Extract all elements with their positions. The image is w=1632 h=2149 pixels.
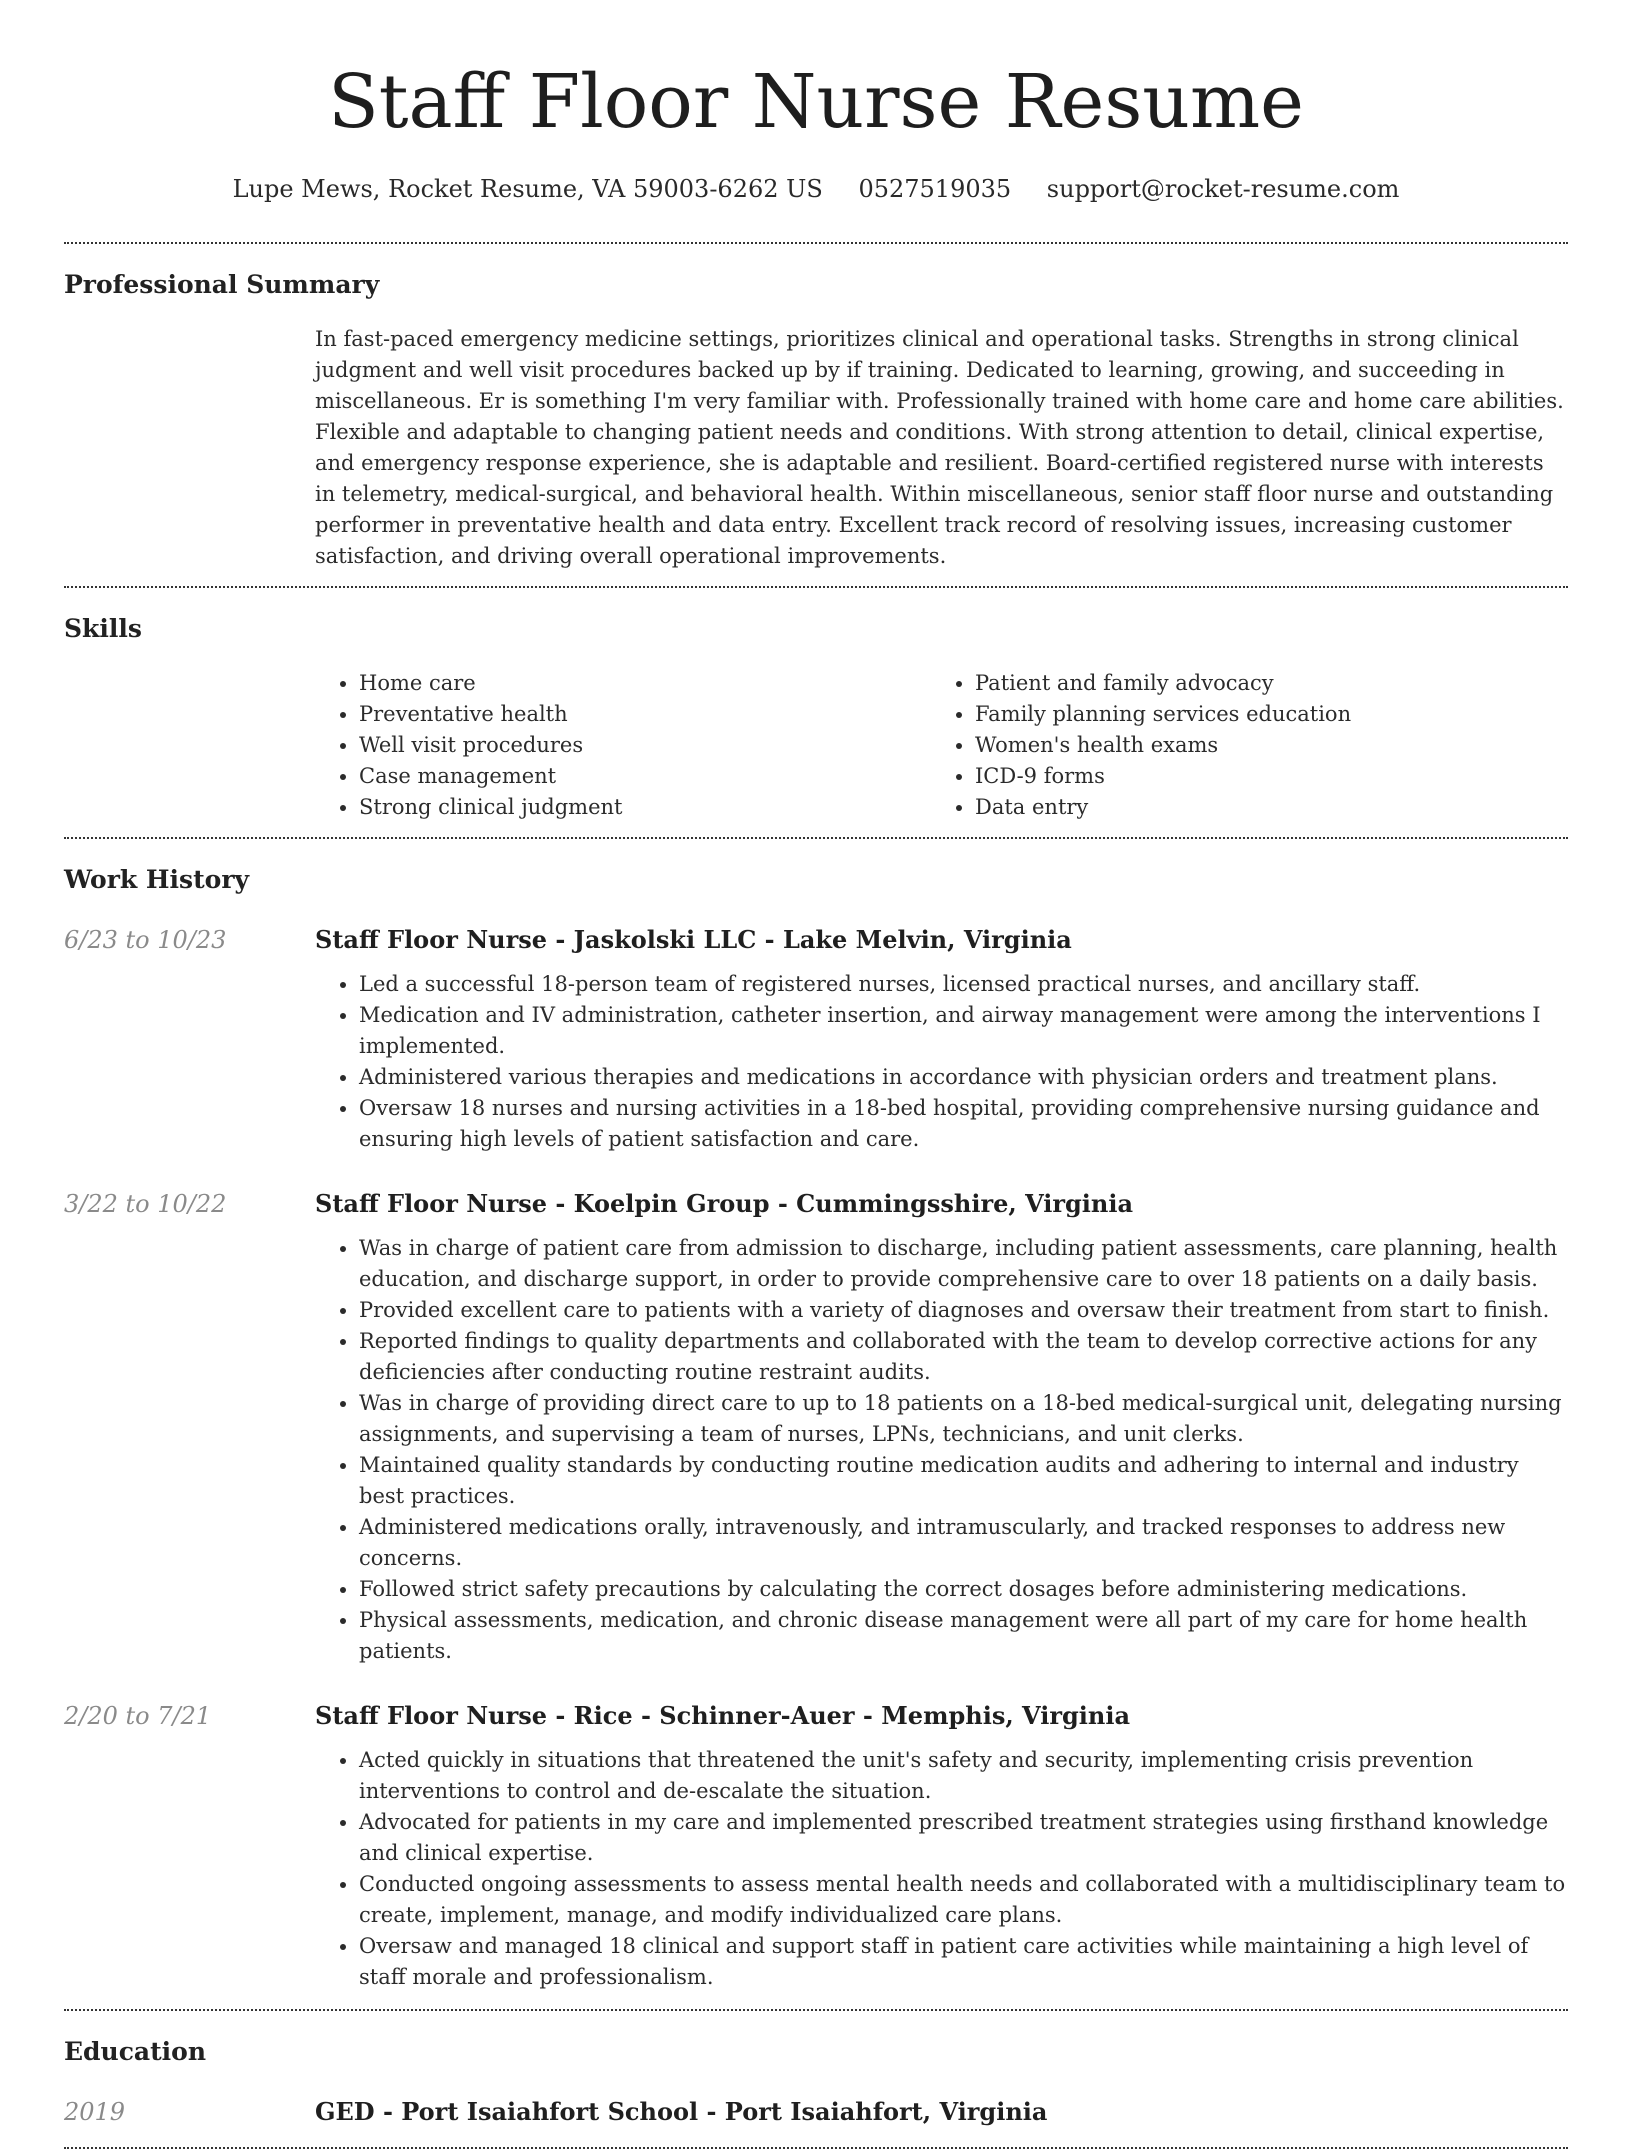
- job-dates: 6/23 to 10/23: [64, 926, 227, 954]
- work-history-heading: Work History: [64, 865, 250, 894]
- job-bullet: • Provided excellent care to patients with a variety of diagnoses and oversaw their treatment from start to finish.: [359, 1295, 1568, 1326]
- contact-line: [64, 172, 1568, 206]
- job-details: [315, 1187, 1568, 1667]
- education-list: [64, 2069, 1568, 2147]
- contact-address: Lupe Mews, Rocket Resume, VA 59003-6262 US: [232, 175, 823, 203]
- job-entry: [64, 1699, 1568, 1993]
- job-bullet: • Administered medications orally, intravenously, and intramuscularly, and tracked responses to address new concerns.: [359, 1512, 1568, 1574]
- job-title: Staff Floor Nurse - Jaskolski LLC - Lake Melvin, Virginia: [315, 925, 1072, 954]
- job-bullets: [315, 1745, 1568, 1993]
- job-bullet: • Reported findings to quality departments and collaborated with the team to develop corrective actions for any deficiencies after conducting routine restraint audits.: [359, 1326, 1568, 1388]
- job-bullet: • Conducted ongoing assessments to assess mental health needs and collaborated with a multidisciplinary team to create, implement, manage, and modify individualized care plans.: [359, 1869, 1568, 1931]
- job-bullet: • Followed strict safety precautions by calculating the correct dosages before administering medications.: [359, 1574, 1568, 1605]
- skill-item: • Case management: [359, 761, 931, 792]
- skill-item: • Well visit procedures: [359, 730, 931, 761]
- job-title: Staff Floor Nurse - Koelpin Group - Cummingsshire, Virginia: [315, 1189, 1134, 1218]
- job-title: Staff Floor Nurse - Rice - Schinner-Auer - Memphis, Virginia: [315, 1701, 1131, 1730]
- education-title: GED - Port Isaiahfort School - Port Isaiahfort, Virginia: [315, 2097, 1048, 2126]
- job-bullet: • Advocated for patients in my care and implemented prescribed treatment strategies using firsthand knowledge and clinical expertise.: [359, 1807, 1568, 1869]
- education-section: [64, 2011, 1568, 2147]
- skill-item: • Data entry: [975, 792, 1547, 823]
- job-bullet: • Physical assessments, medication, and chronic disease management were all part of my care for home health patients.: [359, 1605, 1568, 1667]
- skill-item: • Women's health exams: [975, 730, 1547, 761]
- job-bullet: • Was in charge of providing direct care to up to 18 patients on a 18-bed medical-surgical unit, delegating nursing assignments, and supervising a team of nurses, LPNs, technicians, and unit clerks.: [359, 1388, 1568, 1450]
- education-entry: [64, 2095, 1568, 2129]
- job-bullet: • Maintained quality standards by conducting routine medication audits and adhering to internal and industry best practices.: [359, 1450, 1568, 1512]
- education-details: [315, 2095, 1568, 2129]
- skills-list-right: [931, 668, 1547, 823]
- skill-item: • Patient and family advocacy: [975, 668, 1547, 699]
- job-list: [64, 897, 1568, 2009]
- job-details: [315, 1699, 1568, 1993]
- contact-email: support@rocket-resume.com: [1046, 175, 1400, 203]
- skill-item: • Home care: [359, 668, 931, 699]
- skills-columns: [315, 646, 1568, 837]
- job-bullet: • Led a successful 18-person team of registered nurses, licensed practical nurses, and ancillary staff.: [359, 969, 1568, 1000]
- skill-item: • ICD-9 forms: [975, 761, 1547, 792]
- skill-item: • Preventative health: [359, 699, 931, 730]
- job-bullet: • Administered various therapies and medications in accordance with physician orders and treatment plans.: [359, 1062, 1568, 1093]
- job-bullet: • Oversaw and managed 18 clinical and support staff in patient care activities while maintaining a high level of staff morale and professionalism.: [359, 1931, 1568, 1993]
- contact-phone: 0527519035: [858, 175, 1012, 203]
- resume-title: Staff Floor Nurse Resume: [328, 59, 1304, 145]
- job-bullet: • Oversaw 18 nurses and nursing activities in a 18-bed hospital, providing comprehensive nursing guidance and ensuring high levels of patient satisfaction and care.: [359, 1093, 1568, 1155]
- job-entry: [64, 1187, 1568, 1667]
- job-entry: [64, 923, 1568, 1155]
- summary-section: [64, 244, 1568, 586]
- job-bullets: [315, 1233, 1568, 1667]
- skill-item: • Strong clinical judgment: [359, 792, 931, 823]
- summary-text: In fast-paced emergency medicine settings, prioritizes clinical and operational tasks. Strengths in strong clinical judgment and well visit procedures backed up by if training. Dedicated to learning, growing, and succeeding in miscellaneous. Er is something I'm very familiar with. Professionally trained with home care and home care abilities. Flexible and adaptable to changing patient needs and conditions. With strong attention to detail, clinical expertise, and emergency response experience, she is adaptable and resilient. Board-certified registered nurse with interests in telemetry, medical-surgical, and behavioral health. Within miscellaneous, senior staff floor nurse and outstanding performer in preventative health and data entry. Excellent track record of resolving issues, increasing customer satisfaction, and driving overall operational improvements.: [315, 327, 1564, 568]
- education-year: 2019: [64, 2098, 126, 2126]
- skills-list-left: [315, 668, 931, 823]
- education-heading: Education: [64, 2037, 207, 2066]
- summary-heading: Professional Summary: [64, 270, 380, 299]
- job-dates: 2/20 to 7/21: [64, 1702, 212, 1730]
- skills-section: [64, 588, 1568, 837]
- job-bullet: • Medication and IV administration, catheter insertion, and airway management were among the interventions I implemented.: [359, 1000, 1568, 1062]
- job-bullet: • Acted quickly in situations that threatened the unit's safety and security, implementing crisis prevention interventions to control and de-escalate the situation.: [359, 1745, 1568, 1807]
- skill-item: • Family planning services education: [975, 699, 1547, 730]
- job-bullets: [315, 969, 1568, 1155]
- skills-heading: Skills: [64, 614, 142, 643]
- job-dates: 3/22 to 10/22: [64, 1190, 227, 1218]
- job-details: [315, 923, 1568, 1155]
- job-bullet: • Was in charge of patient care from admission to discharge, including patient assessments, care planning, health education, and discharge support, in order to provide comprehensive care to over 18 patients on a daily basis.: [359, 1233, 1568, 1295]
- work-history-section: [64, 839, 1568, 2009]
